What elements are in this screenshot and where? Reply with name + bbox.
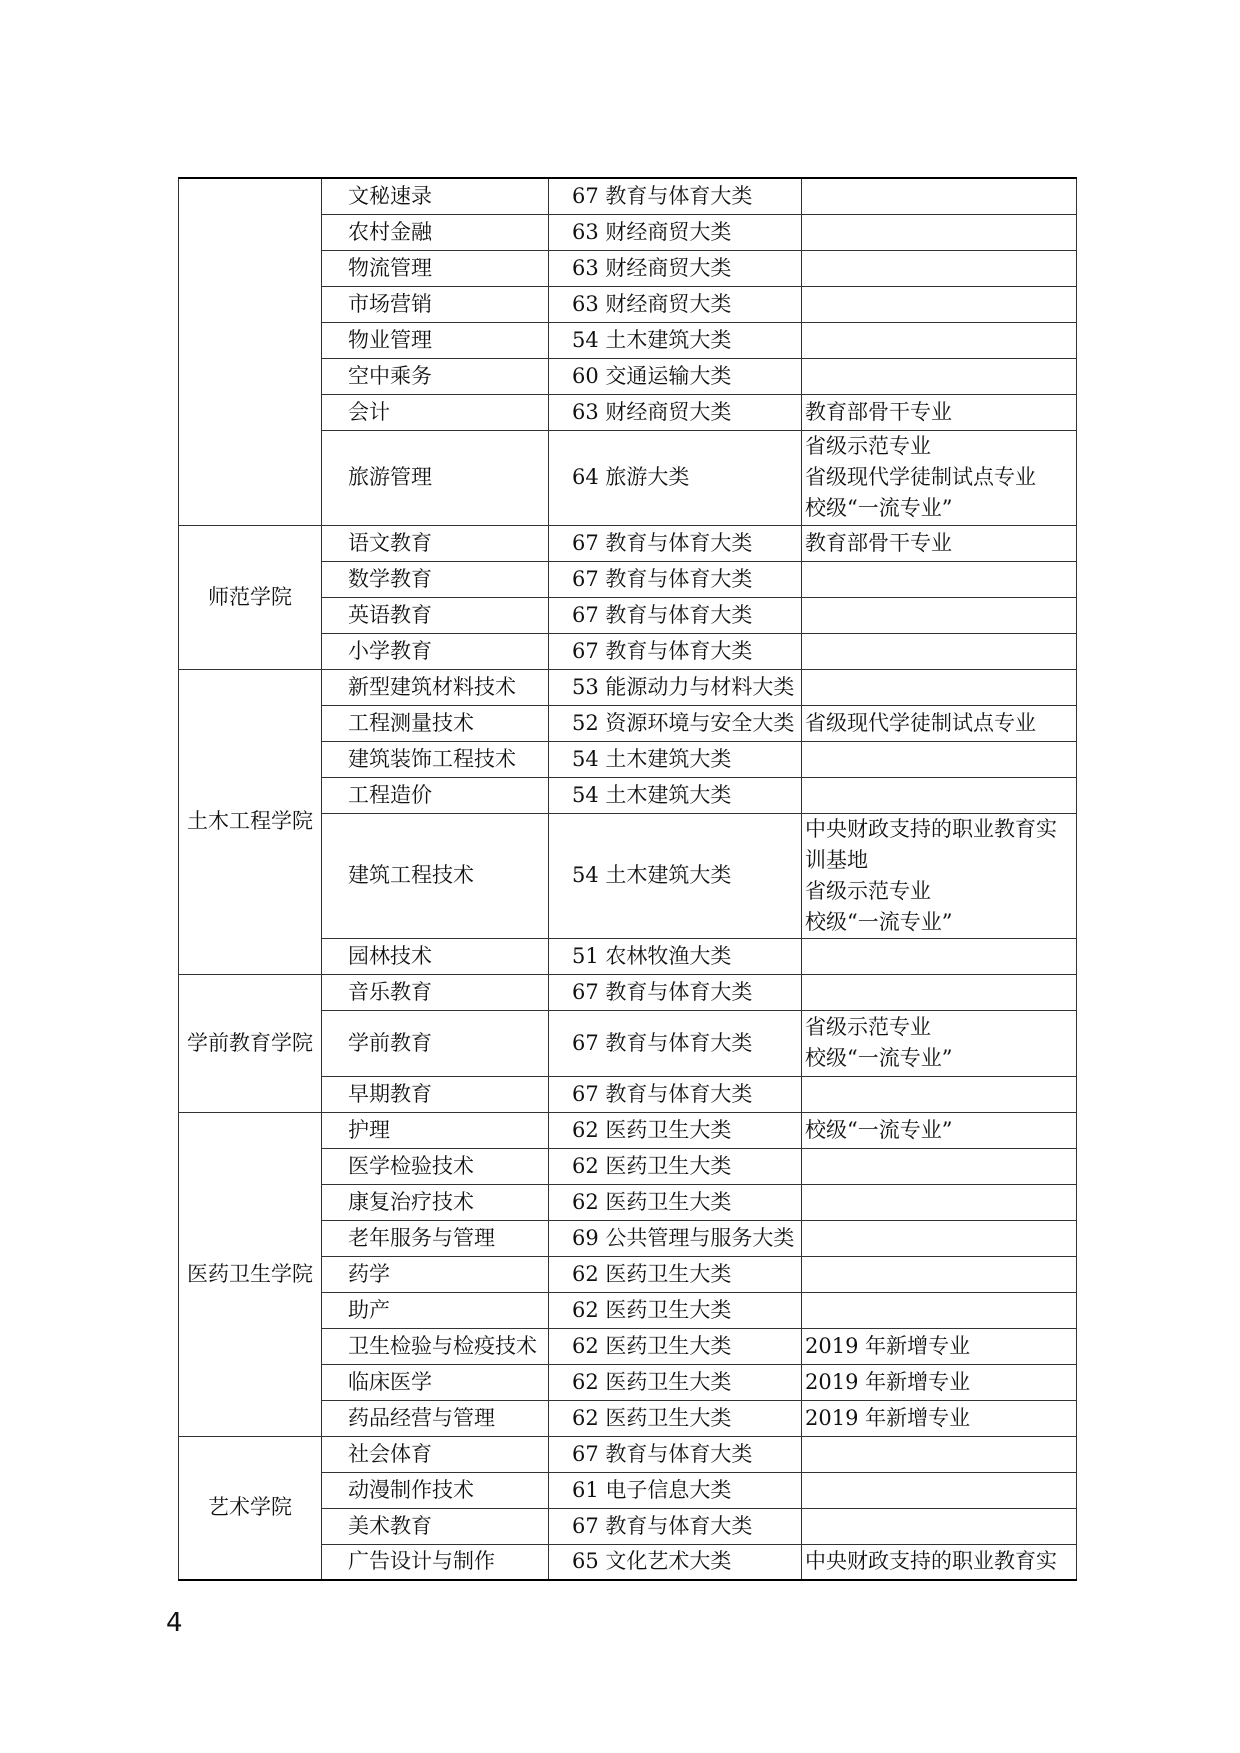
category-cell: 67 教育与体育大类	[549, 1508, 802, 1544]
major-cell: 小学教育	[322, 633, 549, 669]
category-cell: 54 土木建筑大类	[549, 322, 802, 358]
category-cell: 54 土木建筑大类	[549, 777, 802, 813]
note-cell	[802, 705, 1077, 741]
college-cell: 师范学院	[179, 525, 322, 669]
category-cell: 63 财经商贸大类	[549, 394, 802, 430]
table-row	[179, 525, 1077, 561]
note-line: 中央财政支持的职业教育实	[805, 816, 1057, 841]
major-cell: 老年服务与管理	[322, 1220, 549, 1256]
note-cell	[802, 741, 1077, 777]
note-line: 省级示范专业	[805, 1015, 931, 1039]
table-row	[179, 669, 1077, 705]
major-cell: 空中乘务	[322, 358, 549, 394]
category-cell: 62 医药卫生大类	[549, 1256, 802, 1292]
major-cell: 物业管理	[322, 322, 549, 358]
major-cell: 建筑工程技术	[322, 813, 549, 938]
note-cell	[802, 597, 1077, 633]
note-cell	[802, 1544, 1077, 1580]
note-line: 省级现代学徒制试点专业	[805, 710, 1036, 735]
note-cell	[802, 1472, 1077, 1508]
note-cell	[802, 1220, 1077, 1256]
note-cell	[802, 938, 1077, 974]
note-cell	[802, 1010, 1077, 1076]
major-cell: 社会体育	[322, 1436, 549, 1472]
note-cell	[802, 430, 1077, 525]
category-cell: 60 交通运输大类	[549, 358, 802, 394]
major-cell: 建筑装饰工程技术	[322, 741, 549, 777]
category-cell: 62 医药卫生大类	[549, 1292, 802, 1328]
category-cell: 62 医药卫生大类	[549, 1184, 802, 1220]
major-cell: 农村金融	[322, 214, 549, 250]
note-line: 校级“一流专业”	[805, 1046, 953, 1070]
major-cell: 医学检验技术	[322, 1148, 549, 1184]
note-cell	[802, 777, 1077, 813]
category-cell: 62 医药卫生大类	[549, 1364, 802, 1400]
table-row	[179, 178, 1077, 214]
category-cell: 67 教育与体育大类	[549, 1010, 802, 1076]
category-cell: 63 财经商贸大类	[549, 214, 802, 250]
note-cell	[802, 1256, 1077, 1292]
note-cell	[802, 669, 1077, 705]
note-cell	[802, 250, 1077, 286]
category-cell: 67 教育与体育大类	[549, 1076, 802, 1112]
note-cell	[802, 1508, 1077, 1544]
note-cell	[802, 813, 1077, 938]
major-cell: 药学	[322, 1256, 549, 1292]
major-cell: 语文教育	[322, 525, 549, 561]
note-cell	[802, 1148, 1077, 1184]
category-cell: 69 公共管理与服务大类	[549, 1220, 802, 1256]
major-cell: 音乐教育	[322, 974, 549, 1010]
category-cell: 67 教育与体育大类	[549, 561, 802, 597]
category-cell: 62 医药卫生大类	[549, 1112, 802, 1148]
major-cell: 英语教育	[322, 597, 549, 633]
category-cell: 67 教育与体育大类	[549, 178, 802, 214]
note-line: 2019 年新增专业	[805, 1333, 971, 1358]
table-row	[179, 974, 1077, 1010]
note-cell	[802, 1328, 1077, 1364]
majors-table	[178, 177, 1077, 1581]
table-row	[179, 1112, 1077, 1148]
college-cell: 土木工程学院	[179, 669, 322, 974]
major-cell: 动漫制作技术	[322, 1472, 549, 1508]
major-cell: 护理	[322, 1112, 549, 1148]
major-cell: 园林技术	[322, 938, 549, 974]
category-cell: 67 教育与体育大类	[549, 633, 802, 669]
page-number: 4	[166, 1608, 183, 1638]
note-line: 省级现代学徒制试点专业	[805, 465, 1036, 489]
major-cell: 助产	[322, 1292, 549, 1328]
category-cell: 64 旅游大类	[549, 430, 802, 525]
major-cell: 数学教育	[322, 561, 549, 597]
college-cell: 医药卫生学院	[179, 1112, 322, 1436]
note-line: 校级“一流专业”	[805, 909, 953, 934]
note-cell	[802, 1436, 1077, 1472]
major-cell: 会计	[322, 394, 549, 430]
major-cell: 临床医学	[322, 1364, 549, 1400]
category-cell: 67 教育与体育大类	[549, 525, 802, 561]
category-cell: 67 教育与体育大类	[549, 974, 802, 1010]
note-cell	[802, 1400, 1077, 1436]
category-cell: 63 财经商贸大类	[549, 250, 802, 286]
major-cell: 旅游管理	[322, 430, 549, 525]
major-cell: 早期教育	[322, 1076, 549, 1112]
note-line: 2019 年新增专业	[805, 1405, 971, 1430]
note-line: 省级示范专业	[805, 434, 931, 458]
major-cell: 卫生检验与检疫技术	[322, 1328, 549, 1364]
note-cell	[802, 633, 1077, 669]
category-cell: 52 资源环境与安全大类	[549, 705, 802, 741]
category-cell: 51 农林牧渔大类	[549, 938, 802, 974]
major-cell: 学前教育	[322, 1010, 549, 1076]
note-cell	[802, 1076, 1077, 1112]
category-cell: 67 教育与体育大类	[549, 597, 802, 633]
major-cell: 美术教育	[322, 1508, 549, 1544]
note-line: 教育部骨干专业	[805, 530, 952, 555]
note-cell	[802, 1292, 1077, 1328]
college-cell: 学前教育学院	[179, 974, 322, 1112]
note-cell	[802, 214, 1077, 250]
note-line: 教育部骨干专业	[805, 399, 952, 424]
major-cell: 新型建筑材料技术	[322, 669, 549, 705]
major-cell: 市场营销	[322, 286, 549, 322]
note-cell	[802, 322, 1077, 358]
note-cell	[802, 1184, 1077, 1220]
category-cell: 62 医药卫生大类	[549, 1328, 802, 1364]
major-cell: 工程测量技术	[322, 705, 549, 741]
table-row	[179, 1436, 1077, 1472]
major-cell: 工程造价	[322, 777, 549, 813]
note-line: 2019 年新增专业	[805, 1369, 971, 1394]
note-cell	[802, 394, 1077, 430]
note-cell	[802, 1112, 1077, 1148]
college-cell	[179, 178, 322, 525]
category-cell: 54 土木建筑大类	[549, 741, 802, 777]
note-cell	[802, 286, 1077, 322]
note-cell	[802, 178, 1077, 214]
major-cell: 文秘速录	[322, 178, 549, 214]
category-cell: 61 电子信息大类	[549, 1472, 802, 1508]
note-cell	[802, 525, 1077, 561]
note-line: 训基地	[805, 847, 868, 872]
note-line: 校级“一流专业”	[805, 1117, 953, 1142]
category-cell: 65 文化艺术大类	[549, 1544, 802, 1580]
major-cell: 物流管理	[322, 250, 549, 286]
category-cell: 62 医药卫生大类	[549, 1148, 802, 1184]
note-cell	[802, 1364, 1077, 1400]
major-cell: 药品经营与管理	[322, 1400, 549, 1436]
major-cell: 广告设计与制作	[322, 1544, 549, 1580]
category-cell: 54 土木建筑大类	[549, 813, 802, 938]
category-cell: 62 医药卫生大类	[549, 1400, 802, 1436]
majors-table-body	[179, 178, 1077, 1580]
category-cell: 53 能源动力与材料大类	[549, 669, 802, 705]
note-line: 校级“一流专业”	[805, 496, 953, 520]
college-cell: 艺术学院	[179, 1436, 322, 1580]
category-cell: 63 财经商贸大类	[549, 286, 802, 322]
note-line: 省级示范专业	[805, 878, 931, 903]
note-cell	[802, 974, 1077, 1010]
category-cell: 67 教育与体育大类	[549, 1436, 802, 1472]
note-line: 中央财政支持的职业教育实	[805, 1549, 1057, 1574]
major-cell: 康复治疗技术	[322, 1184, 549, 1220]
note-cell	[802, 358, 1077, 394]
note-cell	[802, 561, 1077, 597]
